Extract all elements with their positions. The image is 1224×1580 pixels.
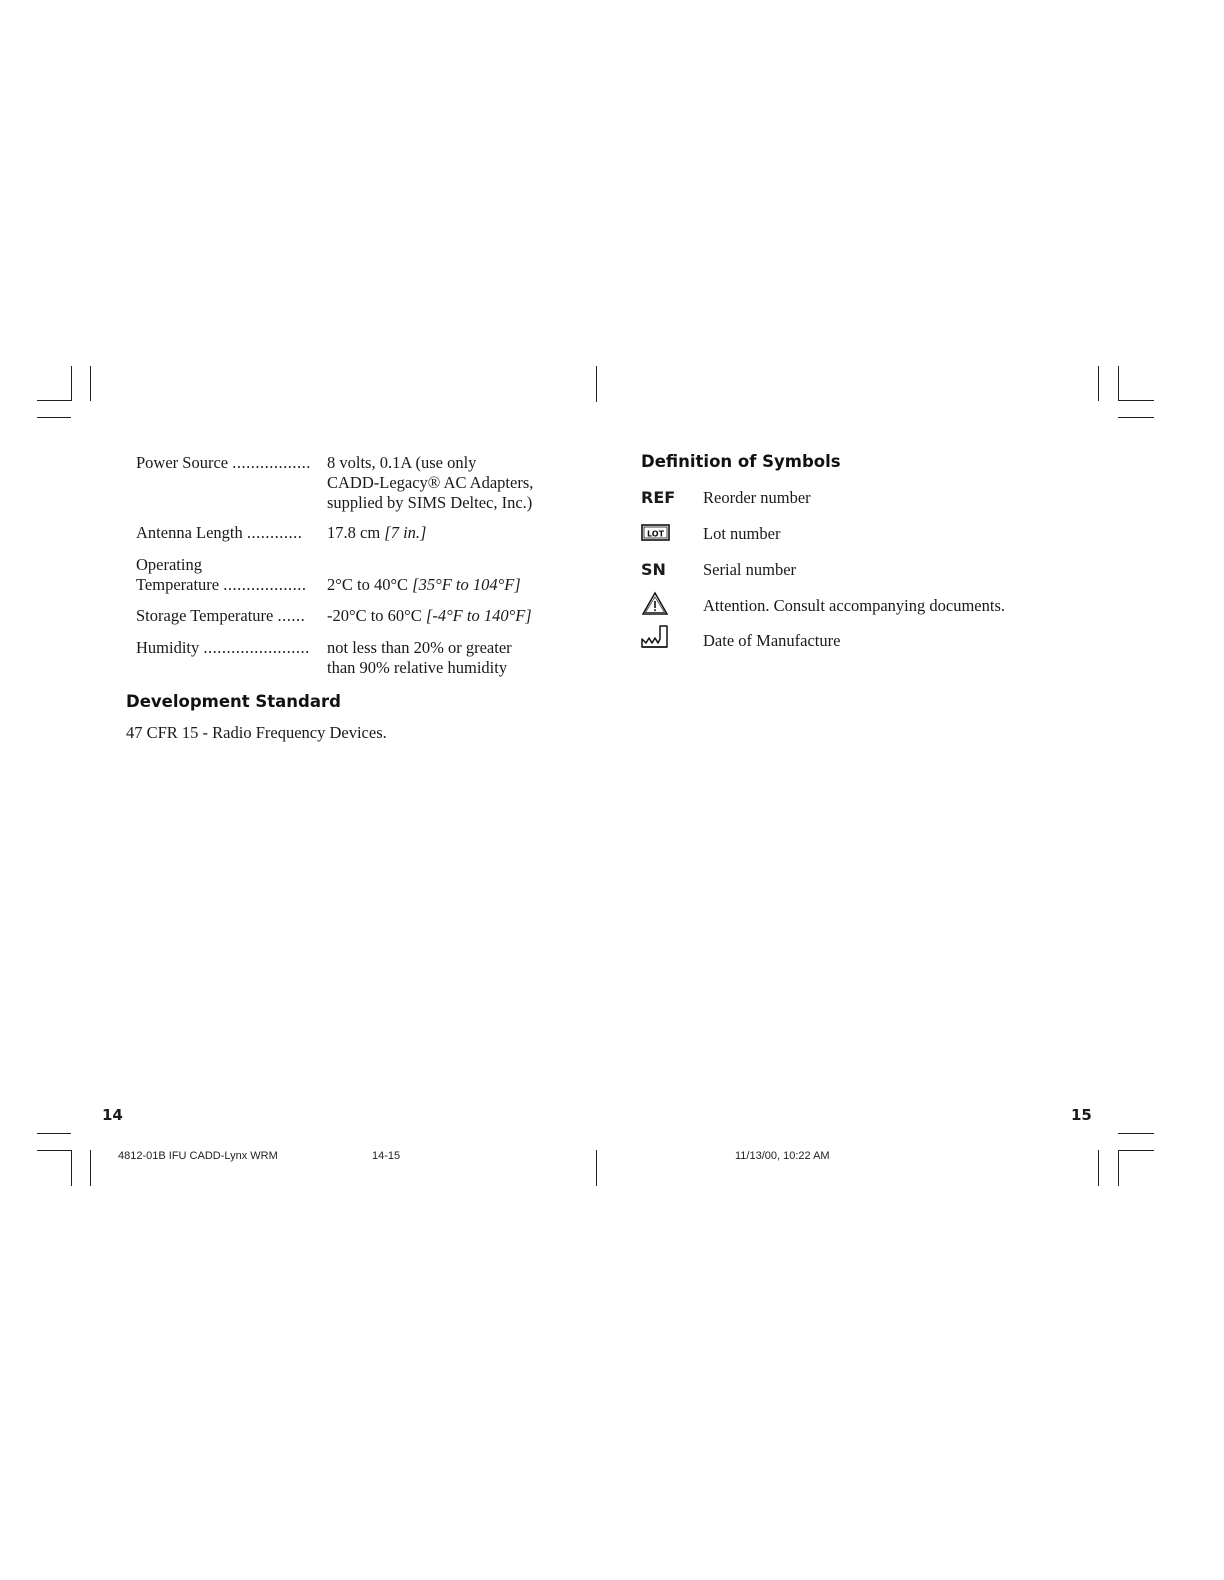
- spec-label: Temperature: [136, 575, 220, 594]
- spec-value-imperial: [7 in.]: [384, 523, 427, 542]
- spec-value-line: CADD-Legacy® AC Adapters,: [327, 473, 534, 492]
- symbol-definition: Reorder number: [703, 488, 811, 507]
- spec-label: Humidity: [136, 638, 200, 657]
- development-standard-heading: Development Standard: [126, 692, 341, 711]
- sn-code: SN: [641, 560, 666, 579]
- development-standard-text: 47 CFR 15 - Radio Frequency Devices.: [126, 723, 387, 742]
- page-number-right: 15: [1071, 1106, 1092, 1124]
- ref-code: REF: [641, 488, 676, 507]
- spec-value-line: not less than 20% or greater: [327, 638, 512, 657]
- leader-dots: .......................: [203, 638, 310, 657]
- lot-box-icon: [641, 523, 681, 547]
- leader-dots: ..................: [223, 575, 307, 594]
- spec-value: -20°C to 60°C: [327, 606, 426, 625]
- definition-of-symbols-heading: Definition of Symbols: [641, 452, 841, 471]
- symbol-definition: Serial number: [703, 560, 797, 579]
- factory-icon: [641, 630, 681, 654]
- footer-timestamp: 11/13/00, 10:22 AM: [735, 1150, 830, 1162]
- footer-page-range: 14-15: [372, 1150, 401, 1162]
- page-number-left: 14: [102, 1106, 123, 1124]
- spec-value: 2°C to 40°C: [327, 575, 413, 594]
- warning-triangle-icon: [641, 595, 681, 619]
- spec-value-line: 8 volts, 0.1A (use only: [327, 453, 477, 472]
- spec-label: Antenna Length: [136, 523, 243, 542]
- leader-dots: ......: [277, 606, 306, 625]
- symbol-definition: Date of Manufacture: [703, 631, 841, 650]
- spec-value-imperial: [35°F to 104°F]: [412, 575, 521, 594]
- leader-dots: ............: [246, 523, 303, 542]
- spec-label: Power Source: [136, 453, 229, 472]
- leader-dots: .................: [232, 453, 311, 472]
- symbol-definition: Attention. Consult accompanying documents.: [703, 596, 1005, 615]
- spec-value-line: supplied by SIMS Deltec, Inc.): [327, 493, 533, 512]
- spec-value-imperial: [-4°F to 140°F]: [425, 606, 532, 625]
- spec-label: Storage Temperature: [136, 606, 274, 625]
- spec-value-line: than 90% relative humidity: [327, 658, 508, 677]
- symbol-definition: Lot number: [703, 524, 781, 543]
- svg-text:LOT: LOT: [646, 529, 665, 539]
- spec-label-line1: Operating: [136, 555, 202, 574]
- footer-doc-id: 4812-01B IFU CADD-Lynx WRM: [118, 1150, 278, 1162]
- spec-value: 17.8 cm: [327, 523, 385, 542]
